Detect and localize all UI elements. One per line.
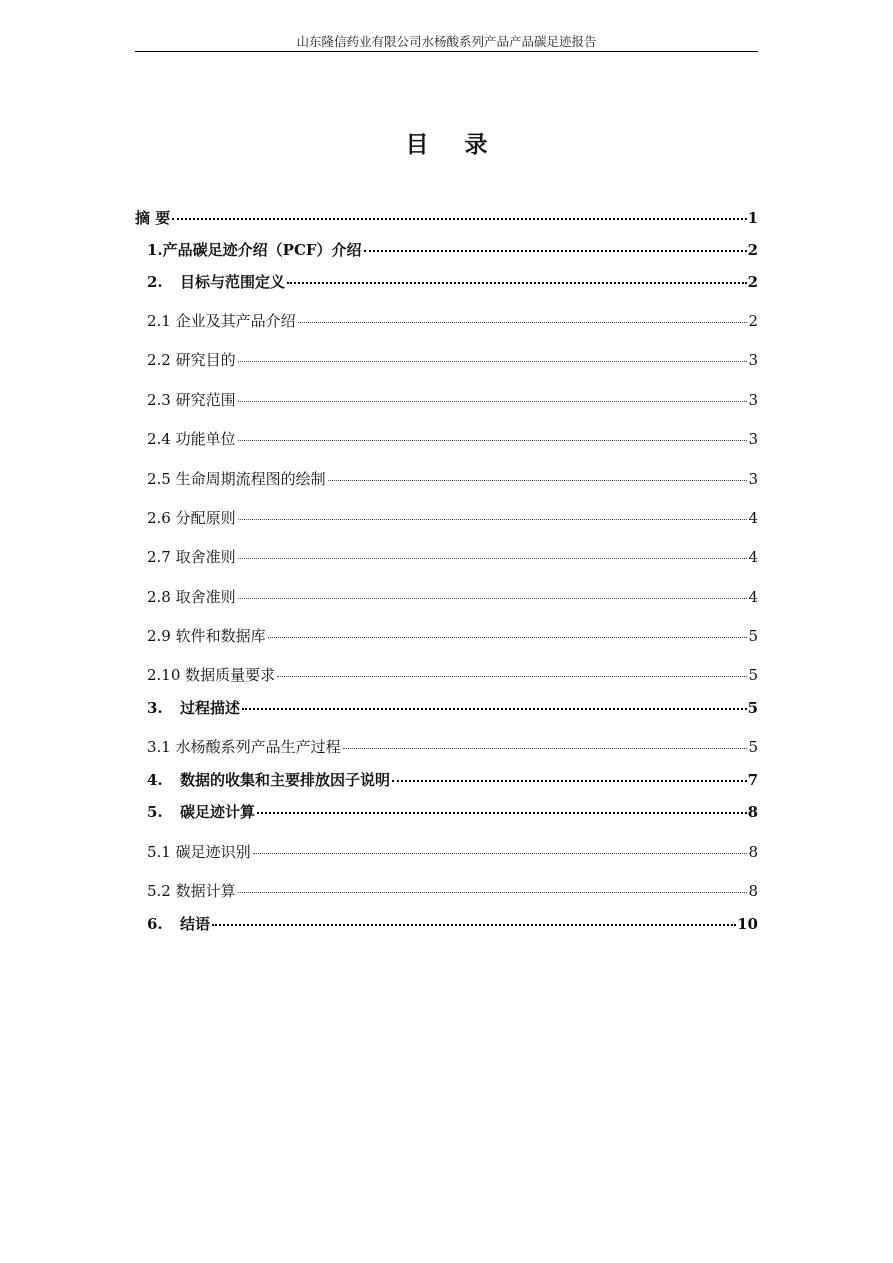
toc-entry-page: 4 — [748, 548, 758, 566]
page-header: 山东隆信药业有限公司水杨酸系列产品产品碳足迹报告 — [296, 34, 597, 49]
toc-entry-label: 过程描述 — [180, 699, 241, 717]
toc-entry-page: 5 — [748, 666, 758, 684]
toc-entry-label: 碳足迹计算 — [180, 803, 256, 821]
toc-entry-page: 2 — [747, 241, 758, 259]
toc-entry-label: 3.1 水杨酸系列产品生产过程 — [147, 738, 341, 756]
dot-leader — [172, 218, 746, 220]
header-rule — [135, 51, 758, 52]
toc-entry[interactable] — [147, 240, 758, 260]
toc-entry-page: 5 — [748, 627, 758, 645]
dot-leader — [287, 282, 747, 284]
toc-entry-label: 2.10 数据质量要求 — [147, 666, 276, 684]
toc-entry-label: 目标与范围定义 — [180, 273, 286, 291]
dot-leader — [242, 708, 747, 710]
toc-entry[interactable] — [147, 508, 758, 528]
toc-entry-label: 数据的收集和主要排放因子说明 — [180, 771, 391, 789]
toc-entry[interactable] — [147, 626, 758, 646]
toc-entry-label: 1.产品碳足迹介绍（PCF）介绍 — [147, 241, 362, 259]
toc-entry[interactable] — [147, 737, 758, 757]
toc-entry-page: 8 — [748, 843, 758, 861]
dot-leader — [298, 322, 748, 323]
toc-entry-page: 4 — [748, 588, 758, 606]
dot-leader — [238, 519, 748, 520]
dot-leader — [328, 480, 748, 481]
toc-entry[interactable] — [147, 272, 758, 292]
toc-entry-label: 5.2 数据计算 — [147, 882, 236, 900]
dot-leader — [392, 780, 747, 782]
dot-leader — [238, 440, 748, 441]
toc-entry[interactable] — [147, 429, 758, 449]
toc-entry[interactable] — [147, 469, 758, 489]
toc-entry[interactable] — [147, 881, 758, 901]
toc-entry-page: 1 — [747, 209, 758, 227]
toc-entry-page: 7 — [747, 771, 758, 789]
toc-entry-label: 2.2 研究目的 — [147, 351, 236, 369]
toc-entry[interactable] — [147, 665, 758, 685]
toc-entry-section: 5. — [147, 803, 163, 821]
toc-entry-label: 结语 — [180, 915, 211, 933]
toc-entry-label: 2.1 企业及其产品介绍 — [147, 312, 296, 330]
dot-leader — [343, 748, 748, 749]
toc-entry-label: 2.6 分配原则 — [147, 509, 236, 527]
toc-entry-page: 4 — [748, 509, 758, 527]
toc-entry-label: 摘 要 — [135, 209, 171, 227]
toc-entry[interactable] — [147, 802, 758, 822]
toc-entry-section: 6. — [147, 915, 163, 933]
toc-title: 目 录 — [405, 131, 502, 158]
dot-leader — [238, 892, 748, 893]
toc-entry[interactable] — [147, 842, 758, 862]
toc-entry-label: 2.7 取舍准则 — [147, 548, 236, 566]
toc-entry-label: 2.5 生命周期流程图的绘制 — [147, 470, 326, 488]
toc-entry-label: 5.1 碳足迹识别 — [147, 843, 251, 861]
toc-entry-page: 5 — [748, 738, 758, 756]
toc-entry-label: 2.9 软件和数据库 — [147, 627, 266, 645]
dot-leader — [268, 637, 748, 638]
dot-leader — [364, 250, 747, 252]
toc-entry[interactable] — [135, 208, 758, 228]
toc-entry-page: 8 — [748, 882, 758, 900]
toc-entry-page: 8 — [747, 803, 758, 821]
toc-entry-page: 2 — [747, 273, 758, 291]
toc-entry-page: 3 — [748, 391, 758, 409]
dot-leader — [277, 676, 747, 677]
toc-entry-section: 4. — [147, 771, 163, 789]
toc-entry[interactable] — [147, 547, 758, 567]
dot-leader — [238, 361, 748, 362]
toc-entry-label: 2.4 功能单位 — [147, 430, 236, 448]
dot-leader — [238, 558, 748, 559]
toc-entry[interactable] — [147, 770, 758, 790]
toc-entry[interactable] — [147, 350, 758, 370]
dot-leader — [238, 598, 748, 599]
toc-entry[interactable] — [147, 698, 758, 718]
toc-entry-page: 3 — [748, 351, 758, 369]
toc-entry-section: 3. — [147, 699, 163, 717]
toc-entry[interactable] — [147, 914, 758, 934]
dot-leader — [238, 401, 748, 402]
dot-leader — [257, 812, 747, 814]
toc-entry-page: 3 — [748, 470, 758, 488]
toc-entry-page: 5 — [747, 699, 758, 717]
toc-entry-page: 2 — [748, 312, 758, 330]
dot-leader — [253, 853, 748, 854]
toc-entry[interactable] — [147, 311, 758, 331]
toc-entry-section: 2. — [147, 273, 163, 291]
toc-entry-label: 2.8 取舍准则 — [147, 588, 236, 606]
toc-entry[interactable] — [147, 587, 758, 607]
toc-entry-page: 10 — [737, 915, 758, 933]
toc-entry-label: 2.3 研究范围 — [147, 391, 236, 409]
toc-entry-page: 3 — [748, 430, 758, 448]
dot-leader — [212, 924, 736, 926]
toc-entry[interactable] — [147, 390, 758, 410]
